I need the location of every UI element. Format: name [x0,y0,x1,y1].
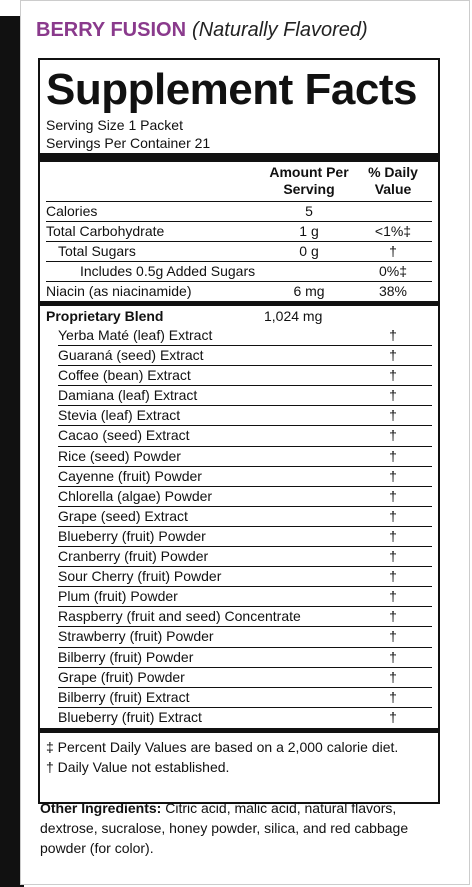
ingredient-dv: † [389,628,397,645]
ingredient-name: Sour Cherry (fruit) Powder [58,568,222,585]
nutrient-dv: 0%‡ [378,263,408,279]
ingredient-name: Rice (seed) Powder [58,447,181,464]
nutrient-row [46,201,432,221]
blend-ingredient-row [58,386,432,406]
ingredient-dv: † [389,708,397,725]
flavor-name: BERRY FUSION [36,19,187,41]
amount-header-line2: Serving [283,181,335,197]
nutrient-row [46,261,432,281]
ingredient-name: Grape (seed) Extract [58,507,188,524]
ingredient-name: Bilberry (fruit) Powder [58,648,194,665]
ingredient-name: Plum (fruit) Powder [58,588,178,605]
ingredient-dv: † [389,507,397,524]
ingredient-dv: † [389,347,397,364]
blend-ingredient-row [58,366,432,386]
nutrient-name: Includes 0.5g Added Sugars [80,263,256,279]
ingredient-name: Raspberry (fruit and seed) Concentrate [58,608,301,625]
ingredient-name: Coffee (bean) Extract [58,367,191,384]
nutrient-amount: 5 [305,203,313,219]
nutrient-name: Niacin (as niacinamide) [46,283,192,299]
nutrient-dv: <1%‡ [374,223,412,239]
blend-ingredient-list [46,326,432,728]
nutrient-amount: 1 g [299,223,319,239]
nutrient-amount: 0 g [299,243,319,259]
blend-ingredient-row [58,567,432,587]
column-header [46,162,432,201]
blend-ingredient-row [58,708,432,728]
nutrient-name: Calories [46,203,98,219]
ingredient-name: Stevia (leaf) Extract [58,407,181,424]
ingredient-dv: † [389,487,397,504]
ingredient-dv: † [389,668,397,685]
ingredient-name: Cranberry (fruit) Powder [58,548,209,565]
ingredient-dv: † [389,527,397,544]
ingredient-name: Cayenne (fruit) Powder [58,467,202,484]
ingredient-name: Blueberry (fruit) Extract [58,708,202,725]
nutrient-amount: 6 mg [293,283,325,299]
ingredient-dv: † [389,648,397,665]
panel-title: Supplement Facts [46,65,417,114]
blend-name: Proprietary Blend [46,308,164,324]
ingredient-name: Grape (fruit) Powder [58,668,185,685]
servings-per-container: Servings Per Container 21 [46,135,211,151]
blend-ingredient-row [58,326,432,346]
supplement-facts-panel [38,58,440,804]
serving-size: Serving Size 1 Packet [46,117,183,133]
ingredient-dv: † [389,688,397,705]
nutrient-name: Total Sugars [58,243,136,259]
ingredient-name: Bilberry (fruit) Extract [58,688,190,705]
ingredient-name: Blueberry (fruit) Powder [58,527,206,544]
ingredient-name: Cacao (seed) Extract [58,427,190,444]
nutrient-amount [264,262,354,281]
ingredient-dv: † [389,327,397,343]
ingredient-name: Chlorella (algae) Powder [58,487,213,504]
ingredient-dv: † [389,367,397,384]
blend-header [46,306,432,326]
ingredient-dv: † [389,608,397,625]
ingredient-dv: † [389,387,397,404]
blend-ingredient-row [58,346,432,366]
blend-ingredient-row [58,527,432,547]
nutrient-row [46,241,432,261]
ingredient-dv: † [389,568,397,585]
blend-ingredient-row [58,607,432,627]
nutrient-row [46,221,432,241]
nutrient-list [46,201,432,301]
dv-header-line2: Value [374,181,412,197]
ingredient-name: Yerba Maté (leaf) Extract [58,327,213,343]
blend-ingredient-row [58,688,432,708]
nutrient-dv [354,202,432,221]
blend-ingredient-row [58,467,432,487]
ingredient-dv: † [389,548,397,565]
ingredient-dv: † [389,467,397,484]
blend-ingredient-row [58,668,432,688]
blend-amount: 1,024 mg [264,308,323,324]
amount-header-line1: Amount Per [269,164,349,180]
footnotes [46,733,432,777]
ingredient-name: Guaraná (seed) Extract [58,347,204,364]
other-ingredients-label: Other Ingredients: [40,800,162,816]
blend-ingredient-row [58,447,432,467]
blend-ingredient-row [58,426,432,446]
blend-ingredient-row [58,587,432,607]
other-ingredients [40,798,440,858]
nutrient-dv: † [389,243,397,259]
other-ingredients-text: Citric acid, malic acid, natural flavors, dextrose, sucralose, honey powder, silica, and red cabbage powder (for color). [40,800,409,856]
ingredient-name: Strawberry (fruit) Powder [58,628,214,645]
ingredient-name: Damiana (leaf) Extract [58,387,198,404]
blend-ingredient-row [58,648,432,668]
nutrient-dv: 38% [378,283,408,299]
flavor-line [36,19,368,42]
footnote-not-established: † Daily Value not established. [46,758,230,775]
nutrient-row [46,281,432,301]
blend-ingredient-row [58,487,432,507]
blend-ingredient-row [58,406,432,426]
blend-ingredient-row [58,547,432,567]
ingredient-dv: † [389,447,397,464]
nutrient-name: Total Carbohydrate [46,223,165,239]
footnote-daily-values: ‡ Percent Daily Values are based on a 2,000 calorie diet. [46,738,399,755]
blend-ingredient-row [58,507,432,527]
thick-divider [40,153,438,162]
ingredient-dv: † [389,407,397,424]
ingredient-dv: † [389,427,397,444]
ingredient-dv: † [389,588,397,605]
blend-ingredient-row [58,627,432,647]
dv-header-line1: % Daily [368,164,418,180]
flavor-note: (Naturally Flavored) [192,19,368,41]
